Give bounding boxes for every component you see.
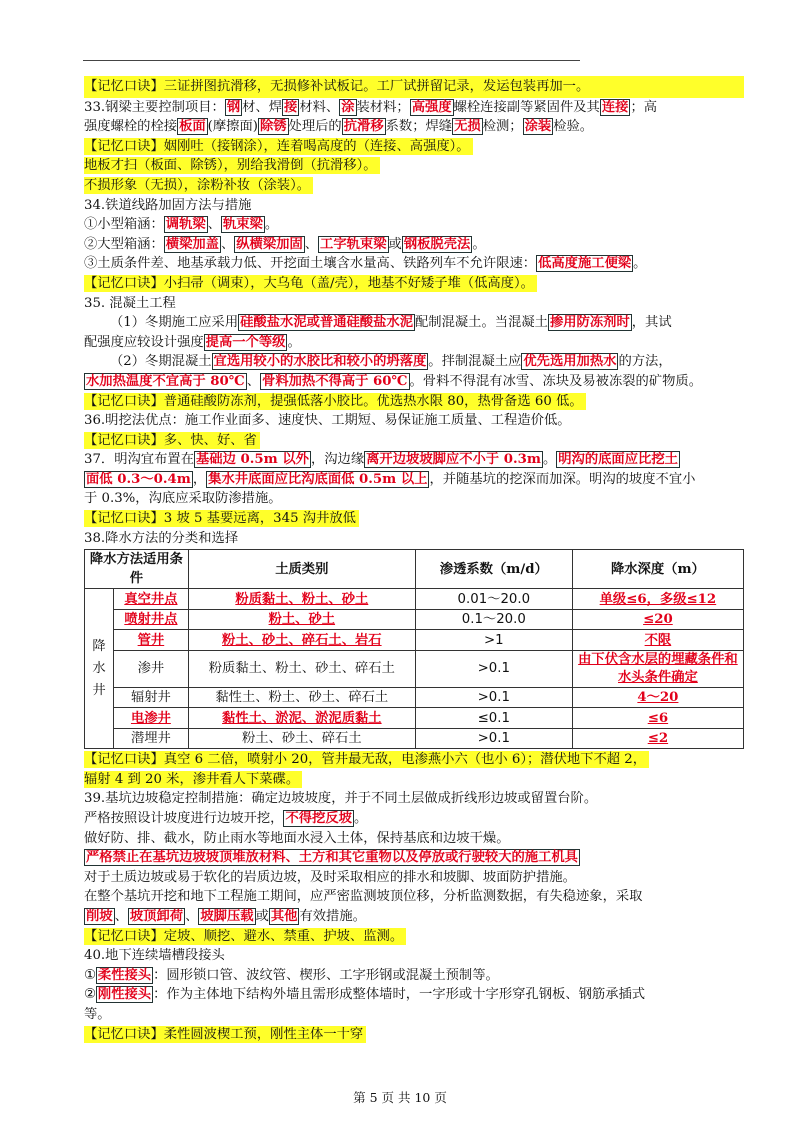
item-33-line-1: 33.钢梁主要控制项目： 钢 材、焊 接 材料、 涂 装材料； 高强度 螺栓连接副等紧固件及其 连接 ；高 [84,99,658,115]
mnemonic-35: 【记忆口诀】普通硅酸防冻剂，提强低落小胶比。优选热水限 80，热骨备选 60 低。 [84,393,586,410]
depth-cell: ≤20 [572,609,743,630]
mnemonic-34: 【记忆口诀】小扫帚（调束），大乌龟（盖/壳），地基不好矮子堆（低高度）。 [84,275,537,292]
item-39-d: 对于土质边坡或易于软化的岩质边坡，及时采取相应的排水和坡脚、坡面防护措施。 [84,869,576,885]
page-number: 第 5 页 共 10 页 [353,1090,447,1105]
mnemonic-37: 【记忆口诀】3 坡 5 基要远离，345 沟井放低 [84,510,359,527]
mnemonic-38-2: 辐射 4 到 20 米，渗井看人下菜碟。 [84,771,302,788]
item-35-title: 35. 混凝土工程 [84,295,176,311]
table-row [85,728,744,749]
item-34-a: ①小型箱涵： 调轨梁 、 轨束梁 。 [84,217,279,233]
depth-cell: ≤6 [572,708,743,729]
table-header: 降水深度（m） [572,550,743,589]
soil-cell: 粉土、砂土 [188,609,415,630]
soil-cell: 粉质黏土、粉土、砂土 [188,589,415,610]
soil-cell: 黏性土、粉土、砂土、碎石土 [188,687,415,708]
mnemonic-40: 【记忆口诀】柔性圆波楔工预，刚性主体一十穿 [84,1026,366,1043]
item-34-c: ③土质条件差、地基承载力低、开挖面土壤含水量高、铁路列车不允许限速： 低高度施工便梁 。 [84,256,647,272]
k-cell: >0.1 [415,728,572,749]
item-37-line-2: 面低 0.3～0.4m ， 集水井底面应比沟底面低 0.5m 以上 ，并随基坑的挖深而加深。明沟的坡度不宜小 [86,471,696,487]
method-cell: 渗井 [114,650,189,687]
mnemonic-33-1: 【记忆口诀】姻刚吐（接钢涂），连着喝高度的（连接、高强度）。 [84,138,473,155]
item-35-a-2: 配强度应较设计强度 提高一个等级 。 [84,334,301,350]
item-39-a: 严格按照设计坡度进行边坡开挖， 不得挖反坡 。 [84,811,368,827]
depth-cell: 4～20 [572,687,743,708]
header-rule [83,60,580,61]
table-header: 降水方法适用条件 [85,550,189,589]
item-34-b: ②大型箱涵： 横梁加盖 、 纵横梁加固 、 工字轨束梁 或 钢板脱壳法 。 [84,236,486,252]
item-34-title: 34.铁道线路加固方法与措施 [84,197,252,213]
item-39-c: 严格禁止在基坑边坡坡顶堆放材料、土方和其它重物以及停放或行驶较大的施工机具 [86,850,578,866]
item-39-title: 39.基坑边坡稳定控制措施：确定边坡坡度，并于不同土层做成折线形边坡或留置台阶。 [84,791,598,807]
item-36-title: 36.明挖法优点：施工作业面多、速度快、工期短、易保证施工质量、工程造价低。 [84,413,571,429]
table-row [85,609,744,630]
depth-cell: 单级≤6，多级≤12 [572,589,743,610]
dewatering-table [84,549,744,749]
method-cell: 电渗井 [114,708,189,729]
mnemonic-36: 【记忆口诀】多、快、好、省 [84,432,260,449]
item-40-b: ② 刚性接头 ：作为主体地下结构外墙且需形成整体墙时，一字形或十字形穿孔钢板、钢筋承插式 [84,987,646,1003]
item-39-e-1: 在整个基坑开挖和地下工程施工期间，应严密监测坡顶位移，分析监测数据，有失稳迹象，采取 [84,889,643,905]
method-cell: 管井 [114,630,189,651]
depth-cell: 由下伏含水层的埋藏条件和水头条件确定 [572,650,743,687]
table-row [85,708,744,729]
k-cell: >1 [415,630,572,651]
soil-cell: 粉土、砂土、碎石土、岩石 [188,630,415,651]
method-cell: 喷射井点 [114,609,189,630]
k-cell: >0.1 [415,650,572,687]
k-cell: 0.1～20.0 [415,609,572,630]
soil-cell: 粉质黏土、粉土、砂土、碎石土 [188,650,415,687]
item-40-a: ① 柔性接头 ：圆形锁口管、波纹管、楔形、工字形钢或混凝土预制等。 [84,967,499,983]
k-cell: >0.1 [415,687,572,708]
item-33-line-2: 强度螺栓的栓接 板面 (摩擦面) 除锈 处理后的 抗滑移 系数；焊缝 无损 检测； 涂装 检验。 [84,119,594,135]
mnemonic-32: 【记忆口诀】三证拼图抗滑移，无损修补试板记。工厂试拼留记录，发运包装再加一。 [84,76,744,98]
item-39-e-2: 削坡 、 坡顶卸荷 、 坡脚压载 或 其他 有效措施。 [86,909,366,924]
k-cell: ≤0.1 [415,708,572,729]
k-cell: 0.01～20.0 [415,589,572,610]
table-row [85,687,744,708]
group-cell [85,589,114,749]
table-header-row [85,550,744,589]
method-cell: 潜埋井 [114,728,189,749]
item-35-b-1: （2）冬期混凝土 宜选用较小的水胶比和较小的坍落度 。拌制混凝土应 优先选用加热水 的方法， [110,354,672,370]
item-40-title: 40.地下连续墙槽段接头 [84,948,225,964]
table-header: 土质类别 [188,550,415,589]
depth-cell: 不限 [572,630,743,651]
item-35-a-1: （1）冬期施工应采用 硅酸盐水泥或普通硅酸盐水泥 配制混凝土。当混凝土 掺用防冻剂时 ，其试 [110,315,672,331]
method-cell: 真空井点 [114,589,189,610]
mnemonic-39: 【记忆口诀】定坡、顺挖、避水、禁重、护坡、监测。 [84,928,406,945]
item-38-title: 38.降水方法的分类和选择 [84,530,239,546]
table-row [85,589,744,610]
mnemonic-38-1: 【记忆口诀】真空 6 二倍，喷射小 20，管井最无敌，电渗燕小六（也小 6）；潜伏地下不超 2， [84,751,649,768]
table-row [85,630,744,651]
mnemonic-33-3: 不损形象（无损），涂粉补妆（涂装）。 [84,177,313,194]
table-row [85,650,744,687]
depth-cell: ≤2 [572,728,743,749]
group-label: 降 水 井 [92,638,106,698]
mnemonic-33-2: 地板才扫（板面、除锈），别给我滑倒（抗滑移）。 [84,157,380,174]
table-header: 渗透系数（m/d） [415,550,572,589]
page-content [84,76,744,1044]
item-35-b-2: 水加热温度不宜高于 80℃ 、 骨料加热不得高于 60℃ 。骨料不得混有冰雪、冻块及易被冻裂的矿物质。 [86,373,703,389]
method-cell: 辐射井 [114,687,189,708]
soil-cell: 粉土、砂土、碎石土 [188,728,415,749]
item-40-b-2: 等。 [84,1006,111,1022]
item-39-b: 做好防、排、截水，防止雨水等地面水浸入土体，保持基底和边坡干燥。 [84,830,510,846]
item-37-line-1: 37．明沟宜布置在 基础边 0.5m 以外 ，沟边缘 离开边坡坡脚应不小于 0.3m 。 明沟的底面应比挖土 [84,452,678,468]
item-37-line-3: 于 0.3%，沟底应采取防渗措施。 [84,491,282,507]
soil-cell: 黏性土、淤泥、淤泥质黏土 [188,708,415,729]
